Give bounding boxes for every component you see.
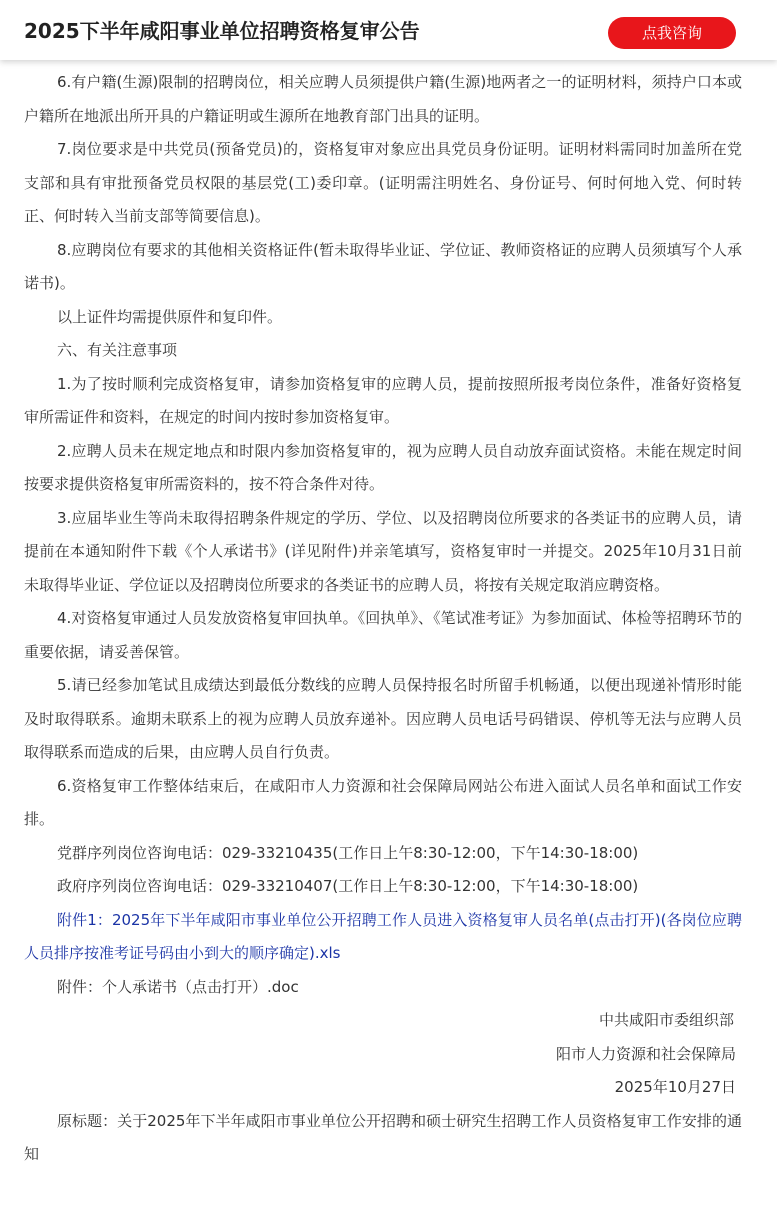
signature-hr-bureau: 阳市人力资源和社会保障局 <box>555 1044 736 1063</box>
attachment-2-link[interactable]: 附件：个人承诺书（点击打开）.doc <box>57 977 299 996</box>
note-item-1: 1.为了按时顺利完成资格复审，请参加资格复审的应聘人员，提前按照所报考岗位条件，准备好资格复审所需证件和资料，在规定的时间内按时参加资格复审。 <box>24 374 742 426</box>
article-body <box>24 66 742 1172</box>
page-title: 2025下半年咸阳事业单位招聘资格复审公告 <box>24 19 420 43</box>
original-title: 原标题：关于2025年下半年咸阳市事业单位公开招聘和硕士研究生招聘工作人员资格复审工作安排的通知 <box>24 1111 742 1163</box>
paragraph-item-8: 8.应聘岗位有要求的其他相关资格证件(暂未取得毕业证、学位证、教师资格证的应聘人员须填写个人承诺书)。 <box>24 240 742 292</box>
paragraph-item-6: 6.有户籍(生源)限制的招聘岗位，相关应聘人员须提供户籍(生源)地两者之一的证明材料，须持户口本或户籍所在地派出所开具的户籍证明或生源所在地教育部门出具的证明。 <box>24 73 742 125</box>
paragraph-item-7: 7.岗位要求是中共党员(预备党员)的，资格复审对象应出具党员身份证明。证明材料需同时加盖所在党支部和具有审批预备党员权限的基层党(工)委印章。(证明需注明姓名、身份证号、何时何地入党、何时转正、何时转入当前支部等简要信息)。 <box>24 140 742 225</box>
note-item-6: 6.资格复审工作整体结束后，在咸阳市人力资源和社会保障局网站公布进入面试人员名单和面试工作安排。 <box>24 776 742 828</box>
attachment-1-link[interactable]: 附件1：2025年下半年咸阳市事业单位公开招聘工作人员进入资格复审人员名单(点击打开)(各岗位应聘人员排序按准考证号码由小到大的顺序确定).xls <box>24 910 742 962</box>
note-item-3: 3.应届毕业生等尚未取得招聘条件规定的学历、学位、以及招聘岗位所要求的各类证书的应聘人员，请提前在本通知附件下载《个人承诺书》(详见附件)并亲笔填写，资格复审时一并提交。2025年10月31日前未取得毕业证、学位证以及招聘岗位所要求的各类证书的应聘人员，将按有关规定取消应聘资格。 <box>24 508 742 594</box>
paragraph-copies-note: 以上证件均需提供原件和复印件。 <box>57 307 283 326</box>
signature-party-department: 中共咸阳市委组织部 <box>598 1011 734 1029</box>
phone-party-positions: 党群序列岗位咨询电话：029-33210435(工作日上午8:30-12:00，下午14:30-18:00) <box>57 843 639 862</box>
section-heading-notes: 六、有关注意事项 <box>57 341 178 359</box>
note-item-5: 5.请已经参加笔试且成绩达到最低分数线的应聘人员保持报名时所留手机畅通，以便出现递补情形时能及时取得联系。逾期未联系上的视为应聘人员放弃递补。因应聘人员电话号码错误、停机等无法与应聘人员取得联系而造成的后果，由应聘人员自行负责。 <box>24 676 742 761</box>
consult-button[interactable]: 点我咨询 <box>608 17 736 49</box>
page-header <box>0 0 777 60</box>
phone-government-positions: 政府序列岗位咨询电话：029-33210407(工作日上午8:30-12:00，下午14:30-18:00) <box>57 877 639 895</box>
note-item-2: 2.应聘人员未在规定地点和时限内参加资格复审的，视为应聘人员自动放弃面试资格。未能在规定时间按要求提供资格复审所需资料的，按不符合条件对待。 <box>24 441 742 493</box>
publish-date: 2025年10月27日 <box>614 1078 736 1096</box>
note-item-4: 4.对资格复审通过人员发放资格复审回执单。《回执单》、《笔试准考证》为参加面试、体检等招聘环节的重要依据，请妥善保管。 <box>24 609 742 661</box>
